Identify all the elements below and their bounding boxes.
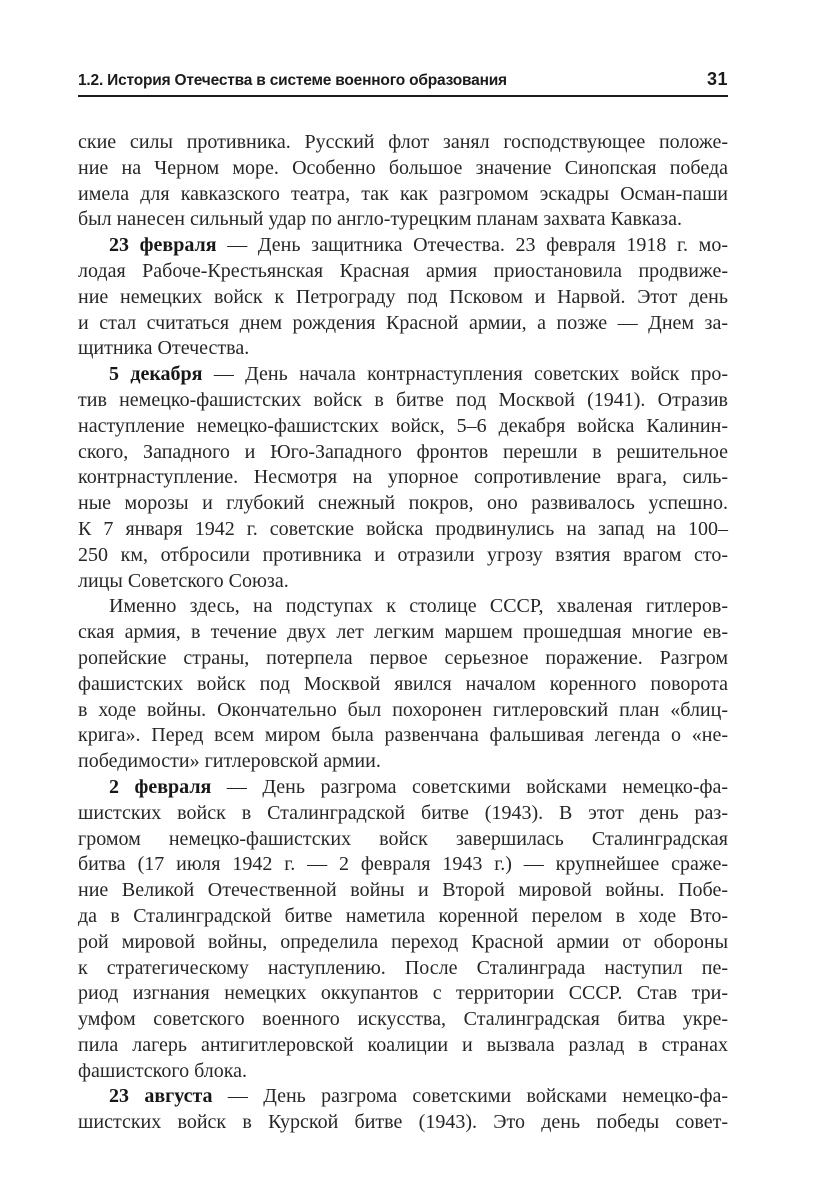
text-line: был нанесен сильный удар по англо-турецким планам захвата Кавказа. bbox=[78, 208, 682, 231]
paragraph-23-february bbox=[78, 233, 728, 362]
text-line: лодая Рабоче-Крестьянская Красная армия приостановила продвиже- bbox=[78, 259, 728, 282]
text-line: ние на Черном море. Особенно большое значение Синопская победа bbox=[78, 156, 728, 179]
text-line: битва (17 июля 1942 г. — 2 февраля 1943 г.) — крупнейшее сраже- bbox=[78, 853, 728, 876]
text-line: ные морозы и глубокий снежный покров, оно развивалось успешно. bbox=[78, 492, 728, 515]
text-line: в ходе войны. Окончательно был похоронен гитлеровский план «блиц- bbox=[78, 698, 728, 721]
text-line: и стал считаться днем рождения Красной армии, а позже — Днем за- bbox=[78, 311, 728, 334]
text-line: крига». Перед всем миром была развенчана фальшивая легенда о «не- bbox=[78, 724, 728, 747]
date-lead: 23 августа bbox=[109, 1085, 213, 1108]
text-line: ние Великой Отечественной войны и Второй мировой войны. Побе- bbox=[78, 879, 728, 902]
paragraph-5-december bbox=[78, 362, 728, 594]
date-lead: 23 февраля bbox=[109, 234, 217, 257]
page-body bbox=[78, 130, 728, 1136]
text-run: — День разгрома советскими войсками немецко-фа- bbox=[211, 775, 728, 798]
text-line: фашистских войск под Москвой явился началом коренного поворота bbox=[78, 672, 728, 695]
text-line: ские силы противника. Русский флот занял господствующее положе- bbox=[78, 131, 728, 153]
text-line bbox=[78, 775, 728, 801]
paragraph-moscow-significance bbox=[78, 594, 728, 775]
text-line: пила лагерь антигитлеровской коалиции и вызвала разлад в странах bbox=[78, 1033, 728, 1056]
text-line bbox=[78, 233, 728, 259]
page-number: 31 bbox=[706, 69, 728, 89]
text-line: фашистского блока. bbox=[78, 1059, 248, 1082]
header-rule bbox=[78, 95, 728, 97]
paragraph-2-february bbox=[78, 775, 728, 1085]
text-line: умфом советского военного искусства, Сталинградская битва укре- bbox=[78, 1008, 728, 1031]
text-line: 250 км, отбросили противника и отразили угрозу взятия врагом сто- bbox=[78, 543, 728, 566]
text-line: громом немецко-фашистских войск завершилась Сталинградская bbox=[78, 827, 728, 850]
text-line: да в Сталинградской битве наметила коренной перелом в ходе Вто- bbox=[78, 904, 728, 927]
text-line: ние немецких войск к Петрограду под Псковом и Нарвой. Этот день bbox=[78, 285, 728, 308]
text-line: наступление немецко-фашистских войск, 5–6 декабря войска Калинин- bbox=[78, 414, 728, 437]
text-line: контрнаступление. Несмотря на упорное сопротивление врага, силь- bbox=[78, 466, 728, 489]
text-line: рой мировой войны, определила переход Красной армии от обороны bbox=[78, 930, 728, 953]
text-line: риод изгнания немецких оккупантов с территории СССР. Став три- bbox=[78, 982, 728, 1005]
text-line: лицы Советского Союза. bbox=[78, 569, 289, 592]
text-line: шистских войск в Сталинградской битве (1943). В этот день раз- bbox=[78, 801, 728, 824]
paragraph-23-august bbox=[78, 1084, 728, 1136]
text-line: победимости» гитлеровской армии. bbox=[78, 750, 381, 773]
section-heading: 1.2. История Отечества в системе военного образования bbox=[78, 72, 507, 89]
text-line bbox=[78, 1084, 728, 1110]
date-lead: 2 февраля bbox=[109, 775, 212, 798]
text-run: — День начала контрнаступления советских войск про- bbox=[202, 363, 728, 386]
text-line: Именно здесь, на подступах к столице СССР, хваленая гитлеров- bbox=[109, 595, 728, 618]
text-run: — День разгрома советскими войсками немецко-фа- bbox=[212, 1085, 729, 1108]
text-run: — День защитника Отечества. 23 февраля 1918 г. мо- bbox=[216, 234, 729, 257]
text-line: ского, Западного и Юго-Западного фронтов перешли в решительное bbox=[78, 440, 728, 463]
paragraph-sinop-continuation bbox=[78, 130, 728, 233]
text-line: тив немецко-фашистских войск в битве под Москвой (1941). Отразив bbox=[78, 388, 728, 411]
text-line: имела для кавказского театра, так как разгромом эскадры Осман-паши bbox=[78, 182, 728, 205]
text-line: щитника Отечества. bbox=[78, 337, 250, 360]
text-line bbox=[78, 362, 728, 388]
text-line: К 7 января 1942 г. советские войска продвинулись на запад на 100– bbox=[78, 517, 728, 540]
text-line: к стратегическому наступлению. После Сталинграда наступил пе- bbox=[78, 956, 728, 979]
date-lead: 5 декабря bbox=[109, 363, 203, 386]
page-header bbox=[78, 69, 728, 90]
text-line: ропейские страны, потерпела первое серьезное поражение. Разгром bbox=[78, 646, 728, 669]
text-line: шистских войск в Курской битве (1943). Это день победы совет- bbox=[78, 1111, 728, 1134]
text-line: ская армия, в течение двух лет легким маршем прошедшая многие ев- bbox=[78, 621, 728, 644]
